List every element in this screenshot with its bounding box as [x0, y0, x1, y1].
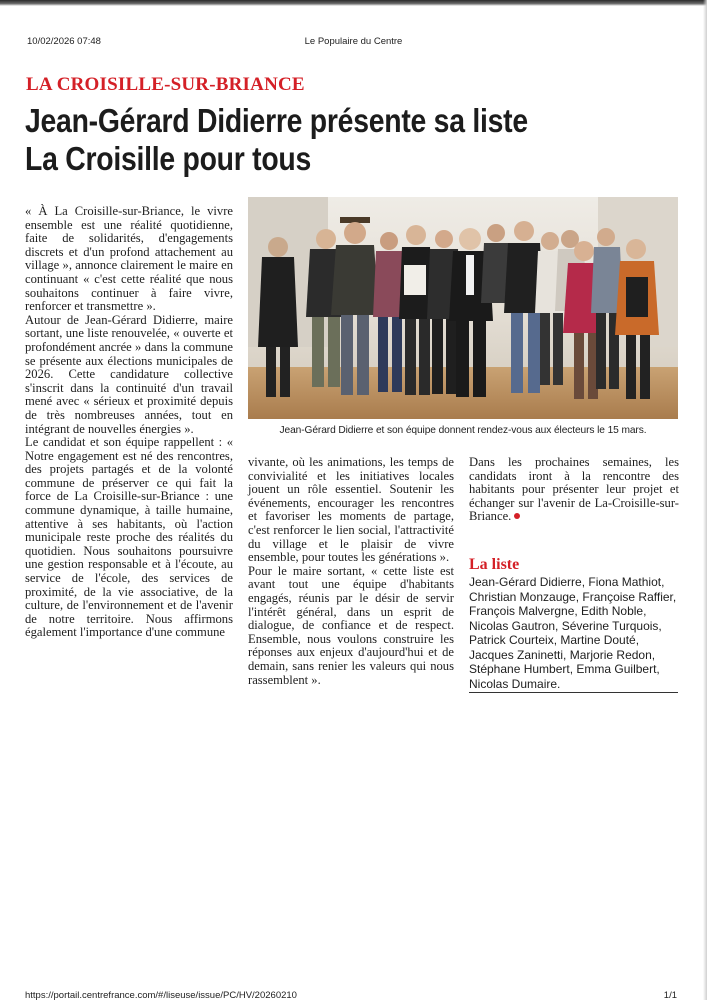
team-photo [248, 197, 678, 419]
paragraph-quote: Le candidat et son équipe rappellent : « Notre engagement est né des rencontres, des projets partagés et de la volonté commune de préserver ce qui fait la force de La Croisille-sur-Briance : une commune dynamique, à taille humaine, attentive à ses habitants, où l'action municipale reste proche des réalités du quotidien. Nous souhaitons poursuivre une gestion responsable et à l'écoute, au service de l'école, des services de proximité, de la vie associative, de la culture, de l'environnement et de l'avenir de notre territoire. Nous affirmons également l'importance d'une commune [25, 435, 233, 640]
article-column-left [25, 205, 233, 640]
paragraph-intro: « À La Croisille-sur-Briance, le vivre ensemble est une réalité quotidienne, faite de solidarités, d'engagements discrets et d'un profond attachement au village », annonce clairement le maire en continuant « c'est cette réalité que nous souhaitons continuer à faire vivre, renforcer et transmettre ». [25, 204, 233, 314]
paragraph-mayor-quote: Pour le maire sortant, « cette liste est avant tout une équipe d'habitants engagés, réunis par le désir de servir l'intérêt général, dans un esprit de dialogue, de confiance et de respect. Ensemble, nous voulons construire les réponses aux enjeux d'aujourd'hui et de demain, sans renier les valeurs qui nous rassemblent ». [248, 563, 454, 687]
page-number: 1/1 [663, 990, 677, 1001]
article-kicker: LA CROISILLE-SUR-BRIANCE [26, 74, 305, 95]
headline-line-2: La Croisille pour tous [25, 140, 312, 177]
article-headline [25, 102, 593, 178]
print-header [0, 36, 707, 50]
article-column-right [469, 456, 679, 524]
publication-name: Le Populaire du Centre [304, 36, 403, 47]
headline-line-1: Jean-Gérard Didierre présente sa liste [25, 102, 528, 139]
paragraph-closing [469, 456, 679, 524]
photo-caption: Jean-Gérard Didierre et son équipe donnent rendez-vous aux électeurs le 15 mars. [279, 425, 647, 436]
print-datetime: 10/02/2026 07:48 [27, 36, 101, 47]
scan-right-edge [703, 0, 707, 1000]
scan-top-edge [0, 0, 707, 6]
paragraph-candidacy: Autour de Jean-Gérard Didierre, maire sortant, une liste renouvelée, « ouverte et profondément ancrée » dans la commune se présente aux élections municipales de 2026. Cette candidature collective s'inscrit dans la continuité d'un travail mené avec « sérieux et proximité depuis de très nombreuses années, tout en intégrant de nouvelles énergies ». [25, 312, 233, 436]
end-of-article-dot [514, 513, 520, 519]
liste-heading: La liste [469, 556, 520, 573]
paragraph-village-life: vivante, où les animations, les temps de convivialité et les initiatives locales jouent un rôle essentiel. Soutenir les événements, encourager les rencontres et favoriser les moments de partage, c'est renforcer le lien social, l'attractivité du village et le plaisir de vivre ensemble, pour toutes les générations ». [248, 455, 454, 565]
article-column-middle [248, 456, 454, 687]
liste-divider [469, 692, 678, 693]
print-footer [0, 990, 707, 1000]
source-url: https://portail.centrefrance.com/#/liseuse/issue/PC/HV/20260210 [25, 990, 297, 1001]
closing-text: Dans les prochaines semaines, les candidats iront à la rencontre des habitants pour présenter leur projet et échanger sur l'avenir de La-Croisille-sur-Briance. [469, 455, 679, 524]
liste-names: Jean-Gérard Didierre, Fiona Mathiot, Christian Monzauge, Françoise Raffier, François Malvergne, Edith Noble, Nicolas Gautron, Séverine Turquois, Patrick Courteix, Martine Douté, Jacques Zaninetti, Marjorie Redon, Stéphane Humbert, Emma Guilbert, Nicolas Dumaire. [469, 575, 677, 691]
